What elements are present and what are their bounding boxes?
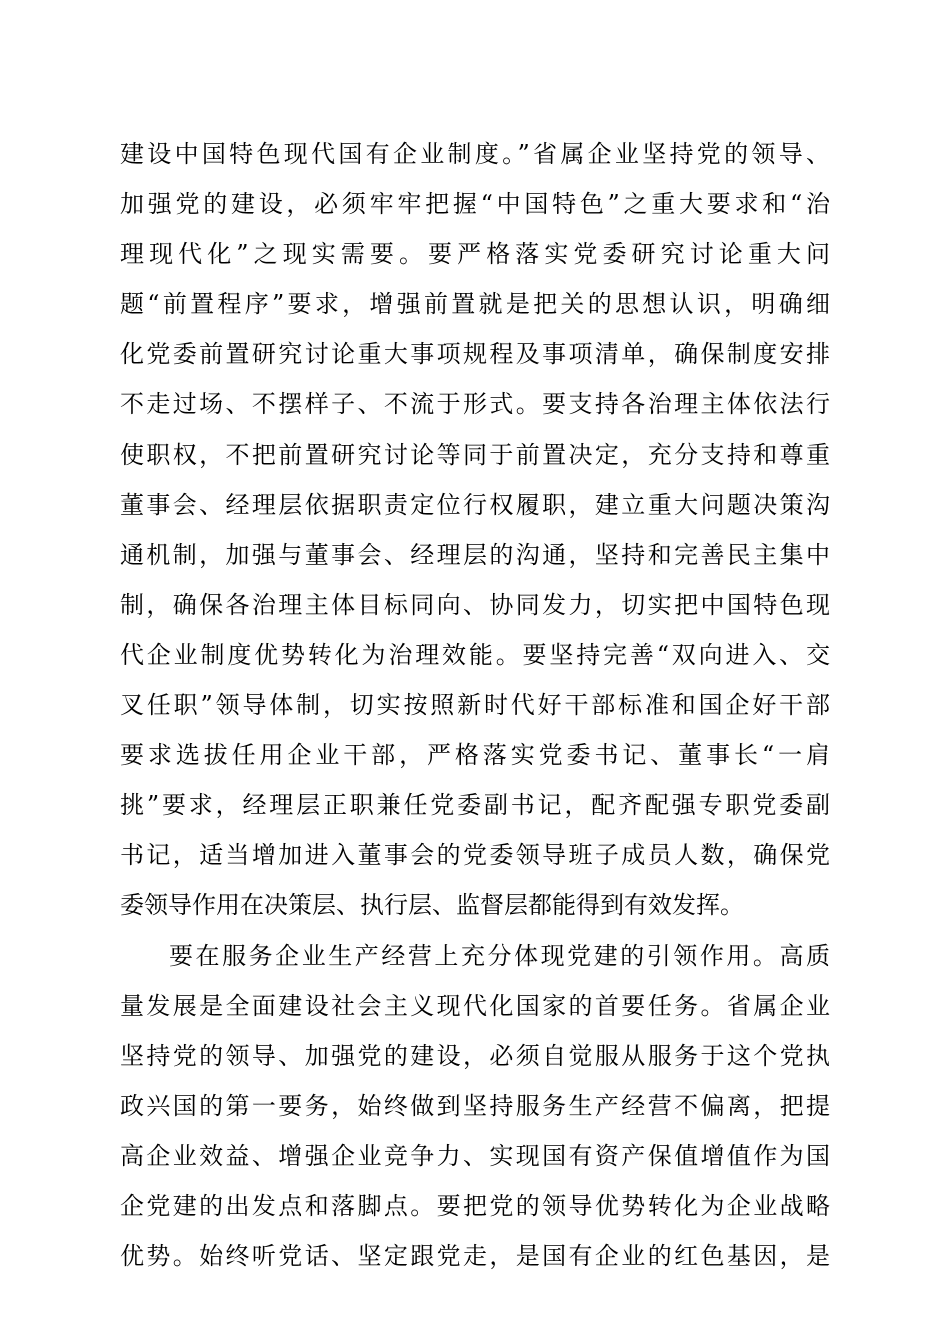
paragraph-1 bbox=[120, 129, 830, 931]
text-line: 书记，适当增加进入董事会的党委领导班子成员人数，确保党 bbox=[120, 841, 830, 870]
text-line: 理现代化”之现实需要。要严格落实党委研究讨论重大问 bbox=[120, 240, 830, 269]
text-line: 优势。始终听党话、坚定跟党走，是国有企业的红色基因，是 bbox=[120, 1242, 830, 1271]
paragraph-2 bbox=[120, 931, 830, 1282]
text-line: 制，确保各治理主体目标同向、协同发力，切实把中国特色现 bbox=[120, 590, 830, 619]
text-line: 高企业效益、增强企业竞争力、实现国有资产保值增值作为国 bbox=[120, 1141, 830, 1170]
text-line: 要求选拔任用企业干部，严格落实党委书记、董事长“一肩 bbox=[120, 741, 830, 770]
text-line: 建设中国特色现代国有企业制度。”省属企业坚持党的领导、 bbox=[120, 140, 830, 168]
text-line: 使职权，不把前置研究讨论等同于前置决定，充分支持和尊重 bbox=[120, 440, 830, 469]
text-line: 企党建的出发点和落脚点。要把党的领导优势转化为企业战略 bbox=[120, 1191, 830, 1220]
text-line: 代企业制度优势转化为治理效能。要坚持完善“双向进入、交 bbox=[120, 640, 830, 669]
text-line: 化党委前置研究讨论重大事项规程及事项清单，确保制度安排 bbox=[120, 340, 830, 369]
text-line: 不走过场、不摆样子、不流于形式。要支持各治理主体依法行 bbox=[120, 390, 830, 419]
text-line: 董事会、经理层依据职责定位行权履职，建立重大问题决策沟 bbox=[120, 490, 830, 519]
text-line: 量发展是全面建设社会主义现代化国家的首要任务。省属企业 bbox=[120, 991, 830, 1020]
text-line: 政兴国的第一要务，始终做到坚持服务生产经营不偏离，把提 bbox=[120, 1091, 830, 1120]
text-line: 要在服务企业生产经营上充分体现党建的引领作用。高质 bbox=[169, 941, 830, 970]
text-line: 通机制，加强与董事会、经理层的沟通，坚持和完善民主集中 bbox=[120, 540, 830, 569]
text-line: 坚持党的领导、加强党的建设，必须自觉服从服务于这个党执 bbox=[120, 1041, 830, 1070]
text-line: 委领导作用在决策层、执行层、监督层都能得到有效发挥。 bbox=[120, 891, 744, 920]
text-line: 叉任职”领导体制，切实按照新时代好干部标准和国企好干部 bbox=[120, 691, 830, 720]
text-line: 题“前置程序”要求，增强前置就是把关的思想认识，明确细 bbox=[120, 290, 830, 319]
text-line: 加强党的建设，必须牢牢把握“中国特色”之重大要求和“治 bbox=[120, 190, 830, 219]
body-text bbox=[120, 129, 830, 1281]
text-line: 挑”要求，经理层正职兼任党委副书记，配齐配强专职党委副 bbox=[120, 791, 830, 820]
